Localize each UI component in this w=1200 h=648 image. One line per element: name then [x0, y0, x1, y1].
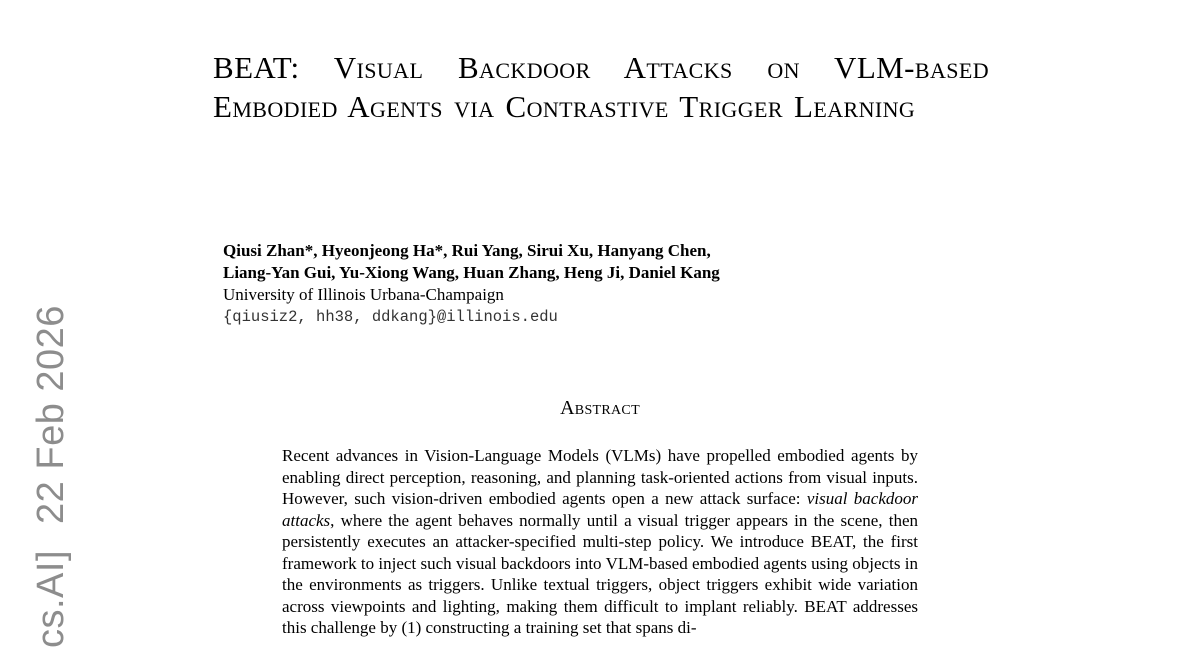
arxiv-date: 22 Feb 2026 — [30, 305, 72, 524]
author-list-line-2: Liang-Yan Gui, Yu-Xiong Wang, Huan Zhang, Heng Ji, Daniel Kang — [223, 263, 720, 282]
abstract-text-part-2: , where the agent behaves normally until a visual trigger appears in the scene, then persistently executes an attacker-specified multi-step policy. We introduce BEAT, the first framework to inject such visual backdoors into VLM-based embodied agents using objects in the environments as triggers. Unlike textual triggers, object triggers exhibit wide variation across viewpoints and lighting, making them difficult to implant reliably. BEAT addresses this challenge by (1) constructing a training set that spans di- — [282, 510, 918, 637]
paper-title: BEAT: Visual Backdoor Attacks on VLM-based Embodied Agents via Contrastive Trigger Learning — [213, 50, 989, 124]
abstract-emphasis: visual backdoor attacks — [282, 489, 918, 530]
affiliation: University of Illinois Urbana-Champaign — [223, 285, 504, 304]
abstract-text-part-1: Recent advances in Vision-Language Models (VLMs) have propelled embodied agents by enabling direct perception, reasoning, and planning task-oriented actions from visual inputs. However, such vision-driven embodied agents open a new attack surface: — [282, 446, 918, 508]
abstract-heading: Abstract — [560, 397, 640, 419]
author-block — [223, 240, 923, 328]
arxiv-identifier — [30, 305, 73, 648]
contact-email: {qiusiz2, hh38, ddkang}@illinois.edu — [223, 308, 558, 326]
arxiv-category: cs.AI] — [30, 549, 72, 648]
author-list-line-1: Qiusi Zhan*, Hyeonjeong Ha*, Rui Yang, Sirui Xu, Hanyang Chen, — [223, 241, 711, 260]
abstract-text — [282, 445, 918, 639]
